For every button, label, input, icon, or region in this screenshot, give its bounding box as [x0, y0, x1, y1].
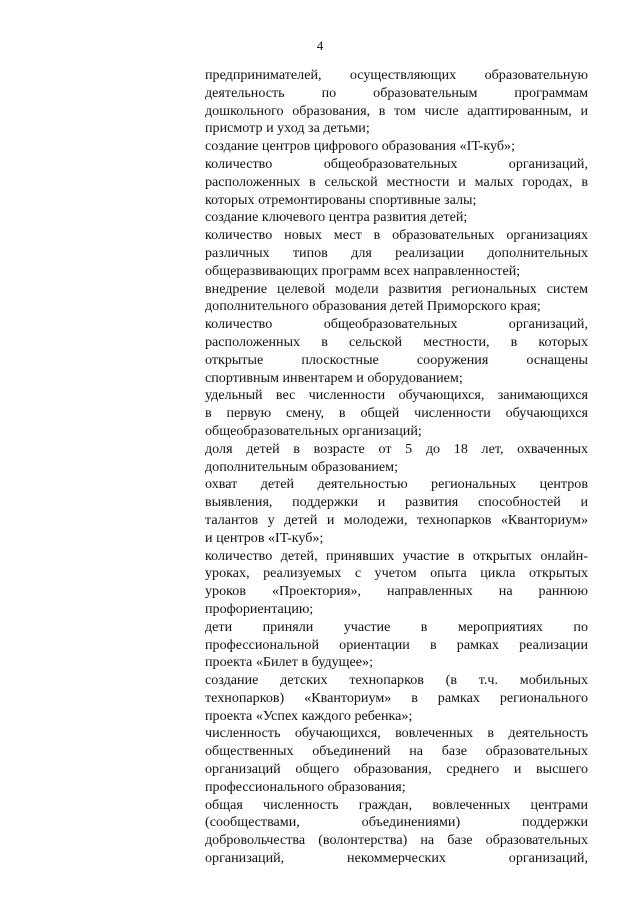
text-line: добровольчества (волонтерства) на базе образовательных	[205, 832, 588, 849]
text-line: дети приняли участие в мероприятиях по	[205, 618, 588, 635]
text-line: профориентацию;	[205, 600, 314, 617]
text-line: деятельность по образовательным программам	[205, 84, 588, 101]
text-line: доля детей в возрасте от 5 до 18 лет, охваченных	[205, 440, 588, 457]
text-line: присмотр и уход за детьми;	[205, 120, 370, 137]
text-line: дополнительного образования детей Приморского края;	[205, 298, 541, 315]
text-line: создание детских технопарков (в т.ч. мобильных	[205, 672, 588, 689]
text-line: организаций общего образования, среднего и высшего	[205, 761, 588, 778]
text-line: профессиональной ориентации в рамках реализации	[205, 636, 588, 653]
text-line: профессионального образования;	[205, 778, 406, 795]
text-line: охват детей деятельностью региональных центров	[205, 476, 588, 493]
text-line: открытые плоскостные сооружения оснащены	[205, 351, 588, 368]
text-line: общественных объединений на базе образовательных	[205, 743, 588, 760]
text-line: расположенных в сельской местности, в которых	[205, 333, 588, 350]
text-line: организаций, некоммерческих организаций,	[205, 850, 588, 867]
text-line: и центров «IT-куб»;	[205, 529, 324, 546]
text-line: общая численность граждан, вовлеченных центрами	[205, 796, 588, 813]
text-line: общеразвивающих программ всех направленностей;	[205, 262, 521, 279]
text-line: численность обучающихся, вовлеченных в деятельность	[205, 725, 588, 742]
text-line: проекта «Успех каждого ребенка»;	[205, 707, 413, 724]
text-line: количество детей, принявших участие в открытых онлайн-	[205, 547, 588, 564]
text-line: расположенных в сельской местности и малых городах, в	[205, 173, 588, 190]
text-line: дошкольного образования, в том числе адаптированным, и	[205, 102, 588, 119]
text-line: талантов у детей и молодежи, технопарков «Кванториум»	[205, 511, 588, 528]
text-line: выявления, поддержки и развития способностей и	[205, 494, 588, 511]
text-line: количество общеобразовательных организаций,	[205, 155, 588, 172]
text-line: создание ключевого центра развития детей;	[205, 209, 468, 226]
text-line: удельный вес численности обучающихся, занимающихся	[205, 387, 588, 404]
text-line: технопарков) «Кванториум» в рамках регионального	[205, 689, 588, 706]
text-line: проекта «Билет в будущее»;	[205, 654, 374, 671]
text-line: внедрение целевой модели развития региональных систем	[205, 280, 588, 297]
text-line: создание центров цифрового образования «IT-куб»;	[205, 138, 516, 155]
text-line: различных типов для реализации дополнительных	[205, 244, 588, 261]
page-number: 4	[316, 38, 324, 53]
text-line: количество общеобразовательных организаций,	[205, 316, 588, 333]
text-line: уроках, реализуемых с учетом опыта цикла открытых	[205, 565, 588, 582]
text-line: общеобразовательных организаций;	[205, 422, 422, 439]
text-line: предпринимателей, осуществляющих образовательную	[205, 67, 588, 83]
text-line: в первую смену, в общей численности обучающихся	[205, 405, 588, 422]
text-line: дополнительным образованием;	[205, 458, 399, 475]
text-line: уроков «Проектория», направленных на раннюю	[205, 583, 588, 600]
text-line: количество новых мест в образовательных организациях	[205, 227, 588, 244]
text-line: которых отремонтированы спортивные залы;	[205, 191, 477, 208]
text-line: (сообществами, объединениями) поддержки	[205, 814, 588, 831]
text-line: спортивным инвентарем и оборудованием;	[205, 369, 463, 386]
document-body-text	[205, 67, 588, 868]
